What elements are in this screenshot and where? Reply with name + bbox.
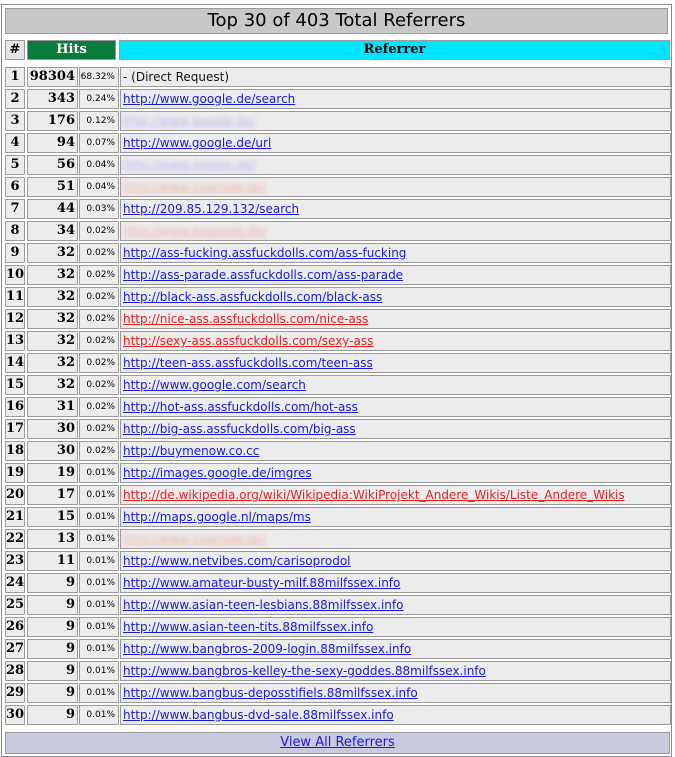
referrer-table-body: [2, 66, 673, 726]
row-percent: 0.01%: [79, 661, 119, 681]
row-number: 23: [5, 551, 25, 571]
page-title: Top 30 of 403 Total Referrers: [5, 8, 668, 34]
row-number: 2: [5, 89, 25, 109]
row-percent: 0.02%: [79, 243, 119, 263]
row-percent: 0.04%: [79, 155, 119, 175]
row-hits: 32: [27, 375, 78, 395]
row-hits: 56: [27, 155, 78, 175]
row-percent: 0.12%: [79, 111, 119, 131]
referrers-panel: [1, 4, 672, 757]
row-referrer: [120, 287, 671, 307]
row-percent: 0.02%: [79, 331, 119, 351]
row-number: 10: [5, 265, 25, 285]
row-hits: 94: [27, 133, 78, 153]
row-hits: 13: [27, 529, 78, 549]
row-hits: 9: [27, 683, 78, 703]
referrer-link-obscured[interactable]: http://www.example.de/: [123, 180, 267, 194]
referrer-link[interactable]: http://www.google.com/search: [123, 378, 306, 392]
row-percent: 0.02%: [79, 265, 119, 285]
row-percent: 0.03%: [79, 199, 119, 219]
row-number: 7: [5, 199, 25, 219]
table-row: [2, 110, 673, 132]
row-referrer: [120, 639, 671, 659]
table-row: [2, 462, 673, 484]
table-row: [2, 264, 673, 286]
table-row: [2, 682, 673, 704]
row-hits: 17: [27, 485, 78, 505]
row-hits: 9: [27, 573, 78, 593]
table-row: [2, 396, 673, 418]
table-row: [2, 198, 673, 220]
row-hits: 11: [27, 551, 78, 571]
table-row: [2, 132, 673, 154]
row-number: 22: [5, 529, 25, 549]
row-referrer: [120, 243, 671, 263]
table-row: [2, 176, 673, 198]
row-number: 6: [5, 177, 25, 197]
row-number: 26: [5, 617, 25, 637]
table-row: [2, 638, 673, 660]
row-percent: 0.01%: [79, 617, 119, 637]
row-number: 13: [5, 331, 25, 351]
row-referrer: [120, 177, 671, 197]
table-row: [2, 88, 673, 110]
row-number: 5: [5, 155, 25, 175]
row-hits: 30: [27, 419, 78, 439]
row-number: 29: [5, 683, 25, 703]
referrer-link-obscured[interactable]: http://www.google.de/: [123, 114, 256, 128]
row-hits: 343: [27, 89, 78, 109]
row-hits: 34: [27, 221, 78, 241]
row-number: 8: [5, 221, 25, 241]
row-number: 24: [5, 573, 25, 593]
referrer-link[interactable]: http://hot-ass.assfuckdolls.com/hot-ass: [123, 400, 358, 414]
row-hits: 32: [27, 353, 78, 373]
row-referrer: [120, 89, 671, 109]
referrer-link-obscured[interactable]: http://www.google.de/: [123, 158, 256, 172]
row-number: 28: [5, 661, 25, 681]
referrer-link[interactable]: http://209.85.129.132/search: [123, 202, 300, 216]
row-percent: 0.02%: [79, 353, 119, 373]
row-hits: 44: [27, 199, 78, 219]
row-referrer: [120, 221, 671, 241]
column-header-hits[interactable]: Hits: [27, 40, 116, 60]
row-hits: 176: [27, 111, 78, 131]
row-hits: 32: [27, 265, 78, 285]
table-row: [2, 704, 673, 726]
row-number: 15: [5, 375, 25, 395]
row-referrer: [120, 617, 671, 637]
referrer-link[interactable]: http://sexy-ass.assfuckdolls.com/sexy-ass: [123, 334, 374, 348]
referrer-link[interactable]: http://de.wikipedia.org/wiki/Wikipedia:WikiProjekt_Andere_Wikis/Liste_Andere_Wikis: [123, 488, 625, 502]
row-referrer: [120, 155, 671, 175]
referrer-link[interactable]: http://buymenow.co.cc: [123, 444, 260, 458]
row-referrer: [120, 485, 671, 505]
table-row: [2, 220, 673, 242]
row-referrer: [120, 67, 671, 87]
row-hits: 31: [27, 397, 78, 417]
row-number: 14: [5, 353, 25, 373]
referrer-link[interactable]: http://big-ass.assfuckdolls.com/big-ass: [123, 422, 356, 436]
referrer-link[interactable]: http://www.bangbus-dvd-sale.88milfssex.info: [123, 708, 394, 722]
referrer-link-obscured[interactable]: http://www.example.de/: [123, 224, 267, 238]
row-referrer: [120, 133, 671, 153]
row-percent: 0.07%: [79, 133, 119, 153]
row-referrer: [120, 331, 671, 351]
column-header-referrer[interactable]: Referrer: [119, 40, 670, 60]
table-row: [2, 286, 673, 308]
row-hits: 98304: [27, 67, 78, 87]
footer-bar: [5, 732, 670, 754]
row-hits: 32: [27, 309, 78, 329]
row-hits: 51: [27, 177, 78, 197]
referrer-link[interactable]: http://teen-ass.assfuckdolls.com/teen-ass: [123, 356, 373, 370]
row-number: 12: [5, 309, 25, 329]
referrer-link[interactable]: http://ass-fucking.assfuckdolls.com/ass-fucking: [123, 246, 407, 260]
row-referrer: [120, 529, 671, 549]
row-referrer: [120, 309, 671, 329]
referrer-text: - (Direct Request): [123, 70, 229, 84]
row-referrer: [120, 463, 671, 483]
row-percent: 0.01%: [79, 463, 119, 483]
referrer-link[interactable]: http://www.amateur-busty-milf.88milfssex.info: [123, 576, 401, 590]
row-number: 1: [5, 67, 25, 87]
row-hits: 15: [27, 507, 78, 527]
row-percent: 0.01%: [79, 551, 119, 571]
row-percent: 0.04%: [79, 177, 119, 197]
table-row: [2, 330, 673, 352]
table-row: [2, 66, 673, 88]
row-number: 16: [5, 397, 25, 417]
row-referrer: [120, 661, 671, 681]
row-number: 11: [5, 287, 25, 307]
referrer-link[interactable]: http://www.asian-teen-tits.88milfssex.info: [123, 620, 374, 634]
view-all-referrers-link[interactable]: View All Referrers: [280, 735, 395, 750]
row-hits: 32: [27, 331, 78, 351]
row-percent: 0.01%: [79, 705, 119, 725]
table-row: [2, 594, 673, 616]
table-row: [2, 308, 673, 330]
row-percent: 0.02%: [79, 441, 119, 461]
row-percent: 0.01%: [79, 507, 119, 527]
row-referrer: [120, 397, 671, 417]
row-referrer: [120, 265, 671, 285]
row-number: 18: [5, 441, 25, 461]
row-percent: 0.02%: [79, 221, 119, 241]
row-hits: 30: [27, 441, 78, 461]
row-number: 20: [5, 485, 25, 505]
row-referrer: [120, 375, 671, 395]
referrer-link[interactable]: http://images.google.de/imgres: [123, 466, 312, 480]
row-referrer: [120, 199, 671, 219]
row-hits: 9: [27, 705, 78, 725]
row-percent: 0.02%: [79, 397, 119, 417]
row-percent: 0.01%: [79, 529, 119, 549]
row-percent: 0.01%: [79, 595, 119, 615]
referrer-link[interactable]: http://ass-parade.assfuckdolls.com/ass-parade: [123, 268, 404, 282]
table-row: [2, 374, 673, 396]
row-percent: 0.01%: [79, 485, 119, 505]
row-percent: 0.24%: [79, 89, 119, 109]
row-percent: 0.02%: [79, 419, 119, 439]
table-row: [2, 484, 673, 506]
table-row: [2, 242, 673, 264]
referrer-link[interactable]: http://www.asian-teen-lesbians.88milfssex.info: [123, 598, 404, 612]
row-referrer: [120, 573, 671, 593]
referrer-link[interactable]: http://www.bangbros-2009-login.88milfssex.info: [123, 642, 412, 656]
table-row: [2, 440, 673, 462]
row-percent: 68.32%: [79, 67, 119, 87]
row-number: 9: [5, 243, 25, 263]
row-number: 4: [5, 133, 25, 153]
table-row: [2, 616, 673, 638]
row-number: 17: [5, 419, 25, 439]
referrer-link-obscured[interactable]: http://www.example.de/: [123, 532, 267, 546]
row-hits: 9: [27, 639, 78, 659]
row-hits: 9: [27, 617, 78, 637]
row-number: 30: [5, 705, 25, 725]
row-referrer: [120, 595, 671, 615]
row-referrer: [120, 353, 671, 373]
referrer-link[interactable]: http://nice-ass.assfuckdolls.com/nice-ass: [123, 312, 369, 326]
row-percent: 0.02%: [79, 375, 119, 395]
row-number: 27: [5, 639, 25, 659]
referrer-link[interactable]: http://www.bangbus-deposstifiels.88milfssex.info: [123, 686, 418, 700]
table-row: [2, 660, 673, 682]
table-row: [2, 154, 673, 176]
row-referrer: [120, 441, 671, 461]
row-referrer: [120, 111, 671, 131]
row-hits: 32: [27, 243, 78, 263]
row-referrer: [120, 507, 671, 527]
column-header-number: #: [5, 40, 25, 60]
row-hits: 32: [27, 287, 78, 307]
row-number: 25: [5, 595, 25, 615]
table-row: [2, 352, 673, 374]
row-referrer: [120, 683, 671, 703]
row-hits: 9: [27, 595, 78, 615]
table-row: [2, 418, 673, 440]
row-percent: 0.02%: [79, 309, 119, 329]
row-percent: 0.01%: [79, 573, 119, 593]
referrer-link[interactable]: http://maps.google.nl/maps/ms: [123, 510, 311, 524]
referrer-link[interactable]: http://www.netvibes.com/carisoprodol: [123, 554, 351, 568]
row-hits: 9: [27, 661, 78, 681]
row-number: 21: [5, 507, 25, 527]
table-row: [2, 550, 673, 572]
table-row: [2, 572, 673, 594]
row-percent: 0.02%: [79, 287, 119, 307]
table-row: [2, 528, 673, 550]
referrer-link[interactable]: http://www.google.de/url: [123, 136, 272, 150]
row-hits: 19: [27, 463, 78, 483]
row-referrer: [120, 551, 671, 571]
referrer-link[interactable]: http://www.google.de/search: [123, 92, 296, 106]
referrer-link[interactable]: http://www.bangbros-kelley-the-sexy-goddes.88milfssex.info: [123, 664, 486, 678]
row-percent: 0.01%: [79, 683, 119, 703]
row-percent: 0.01%: [79, 639, 119, 659]
row-referrer: [120, 419, 671, 439]
referrer-link[interactable]: http://black-ass.assfuckdolls.com/black-ass: [123, 290, 383, 304]
row-number: 19: [5, 463, 25, 483]
table-row: [2, 506, 673, 528]
row-number: 3: [5, 111, 25, 131]
row-referrer: [120, 705, 671, 725]
